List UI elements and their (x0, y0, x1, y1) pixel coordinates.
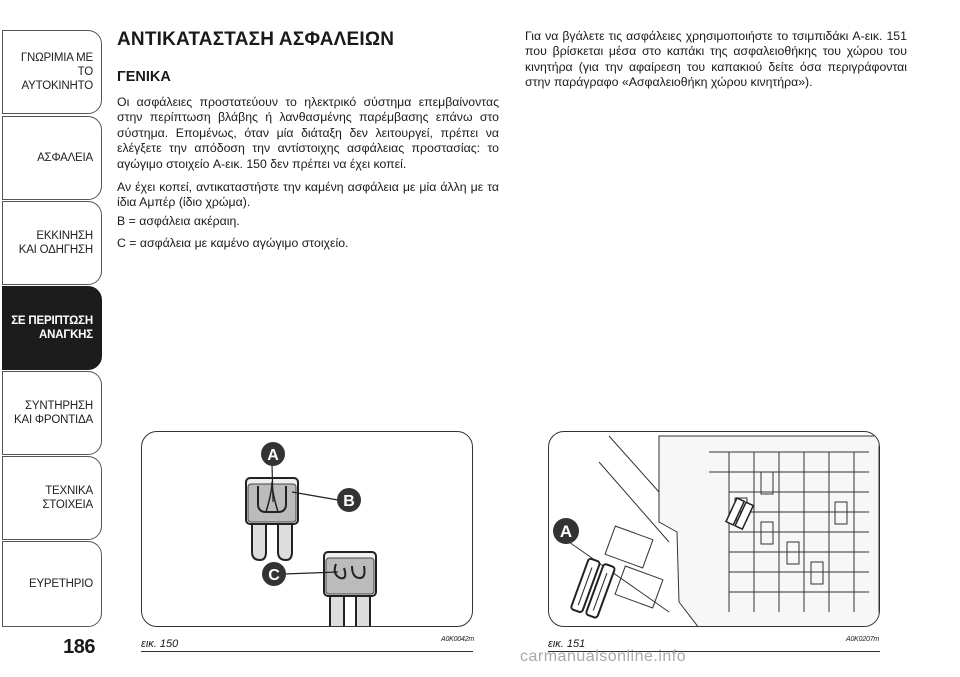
fuse-blown (324, 552, 376, 627)
figure-code: A0K0042m (441, 636, 475, 643)
page-number: 186 (63, 636, 95, 658)
page-title: ΑΝΤΙΚΑΤΑΣΤΑΣΗ ΑΣΦΑΛΕΙΩΝ (117, 29, 395, 50)
figure-code: A0K0207m (846, 636, 880, 643)
body-paragraph: Αν έχει κοπεί, αντικαταστήστε την καμένη ασφάλεια με μία άλλη με τα ίδια Αμπέρ (ίδιο χρώμα). (117, 180, 499, 210)
tab-emergency[interactable] (2, 286, 102, 370)
tab-getting-to-know[interactable] (2, 30, 102, 114)
tab-starting-driving[interactable] (2, 201, 102, 285)
tab-technical-data[interactable] (2, 456, 102, 540)
tab-label: ΤΕΧΝΙΚΑ ΣΤΟΙΧΕΙΑ (42, 485, 93, 511)
figure-fuses (141, 431, 473, 627)
tab-maintenance[interactable] (2, 371, 102, 455)
body-paragraph: C = ασφάλεια με καμένο αγώγιμο στοιχείο. (117, 236, 349, 250)
watermark: carmanualsonline.info (520, 648, 687, 665)
figure-caption: εικ. 150 (141, 638, 179, 650)
caption-rule (141, 651, 473, 652)
section-heading: ΓΕΝΙΚΑ (117, 69, 171, 85)
tab-label: ΣΕ ΠΕΡΙΠΤΩΣΗ ΑΝΑΓΚΗΣ (11, 315, 93, 341)
figure-fuse-box (548, 431, 880, 627)
tab-safety[interactable] (2, 116, 102, 200)
callout-c: C (268, 567, 280, 584)
fuse-illustration (142, 432, 473, 627)
callout-a: A (559, 522, 573, 541)
tab-label: ΓΝΩΡΙΜΙΑ ΜΕ ΤΟ ΑΥΤΟΚΙΝΗΤΟ (20, 52, 93, 92)
tab-label: ΑΣΦΑΛΕΙΑ (37, 152, 93, 164)
fuse-intact (246, 478, 298, 560)
puller-large (571, 558, 616, 618)
figure-caption: εικ. 151 (548, 638, 586, 650)
tab-label: ΕΚΚΙΝΗΣΗ ΚΑΙ ΟΔΗΓΗΣΗ (18, 230, 93, 256)
body-paragraph: Οι ασφάλειες προστατεύουν το ηλεκτρικό σύστημα επεμβαίνοντας στην περίπτωση βλάβης ή λανθασμένης παρέμβασης επάνω στο σύστημα. Επομένως, όταν μία διάταξη δεν λειτουργεί, πρέπει να ελέγξετε την απόδοση την αντίστοιχης ασφάλειας προστασίας: το αγώγιμο στοιχείο A-εικ. 150 δεν πρέπει να έχει κοπεί. (117, 95, 499, 171)
callout-b: B (343, 493, 355, 510)
callout-a: A (267, 447, 279, 464)
tab-label: ΣΥΝΤΗΡΗΣΗ ΚΑΙ ΦΡΟΝΤΙΔΑ (14, 400, 93, 426)
tab-index[interactable] (2, 541, 102, 627)
body-paragraph: B = ασφάλεια ακέραιη. (117, 214, 240, 228)
body-paragraph: Για να βγάλετε τις ασφάλειες χρησιμοποιήστε το τσιμπιδάκι A-εικ. 151 που βρίσκεται μέσα στο καπάκι της ασφαλειοθήκης του χώρου του κινητήρα (για την αφαίρεση του καπακιού δείτε όσα περιγράφονται στην παράγραφο «Ασφαλειοθήκη χώρου κινητήρα»). (525, 29, 907, 90)
tab-label: ΕΥΡΕΤΗΡΙΟ (28, 578, 93, 590)
fuse-box-illustration (549, 432, 880, 627)
